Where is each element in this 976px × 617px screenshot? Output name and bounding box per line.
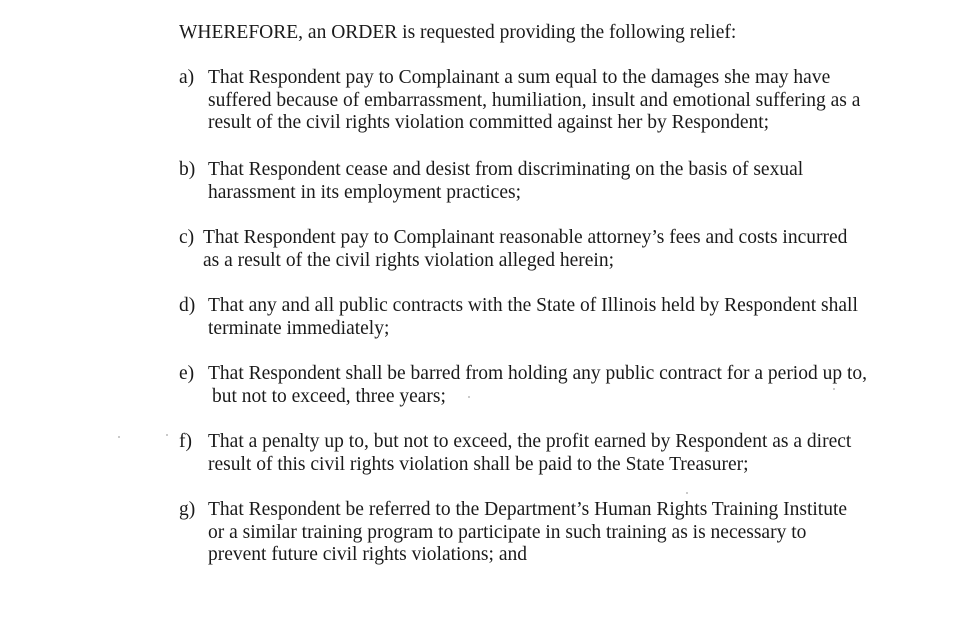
scan-speck	[686, 492, 688, 494]
item-text	[208, 363, 888, 408]
scan-speck	[166, 434, 168, 436]
item-line: as a result of the civil rights violation alleged herein;	[203, 249, 615, 271]
scan-speck	[833, 388, 835, 390]
item-marker: g)	[179, 499, 196, 520]
item-line: terminate immediately;	[208, 317, 390, 339]
scan-speck	[118, 436, 120, 438]
item-text	[208, 67, 888, 135]
item-line: harassment in its employment practices;	[208, 181, 521, 203]
item-line: prevent future civil rights violations; and	[208, 544, 527, 565]
item-marker: a)	[179, 67, 195, 88]
item-line: result of this civil rights violation shall be paid to the State Treasurer;	[208, 453, 749, 475]
item-line: That Respondent shall be barred from holding any public contract for a period up to,	[208, 363, 868, 384]
item-marker: e)	[179, 363, 195, 384]
item-text	[203, 227, 883, 272]
scan-speck	[468, 396, 470, 398]
item-marker: b)	[179, 159, 196, 180]
item-line: That any and all public contracts with the State of Illinois held by Respondent shall	[208, 295, 858, 316]
item-line: That Respondent pay to Complainant a sum equal to the damages she may have	[208, 67, 831, 88]
item-line: or a similar training program to participate in such training as is necessary to	[208, 521, 807, 543]
item-line: That a penalty up to, but not to exceed, the profit earned by Respondent as a direct	[208, 431, 852, 452]
item-line: result of the civil rights violation committed against her by Respondent;	[208, 112, 770, 133]
item-text	[208, 159, 888, 204]
item-line: That Respondent cease and desist from discriminating on the basis of sexual	[208, 159, 804, 180]
relief-intro: WHEREFORE, an ORDER is requested providing the following relief:	[179, 22, 737, 43]
item-line: That Respondent pay to Complainant reasonable attorney’s fees and costs incurred	[203, 227, 848, 248]
item-marker: c)	[179, 227, 195, 248]
item-text	[208, 295, 888, 340]
item-line: suffered because of embarrassment, humiliation, insult and emotional suffering as a	[208, 89, 861, 111]
item-text	[208, 499, 888, 567]
item-text	[208, 431, 888, 476]
item-line: but not to exceed, three years;	[212, 385, 446, 407]
item-marker: d)	[179, 295, 196, 316]
item-line: That Respondent be referred to the Department’s Human Rights Training Institute	[208, 499, 848, 520]
item-marker: f)	[179, 431, 192, 452]
